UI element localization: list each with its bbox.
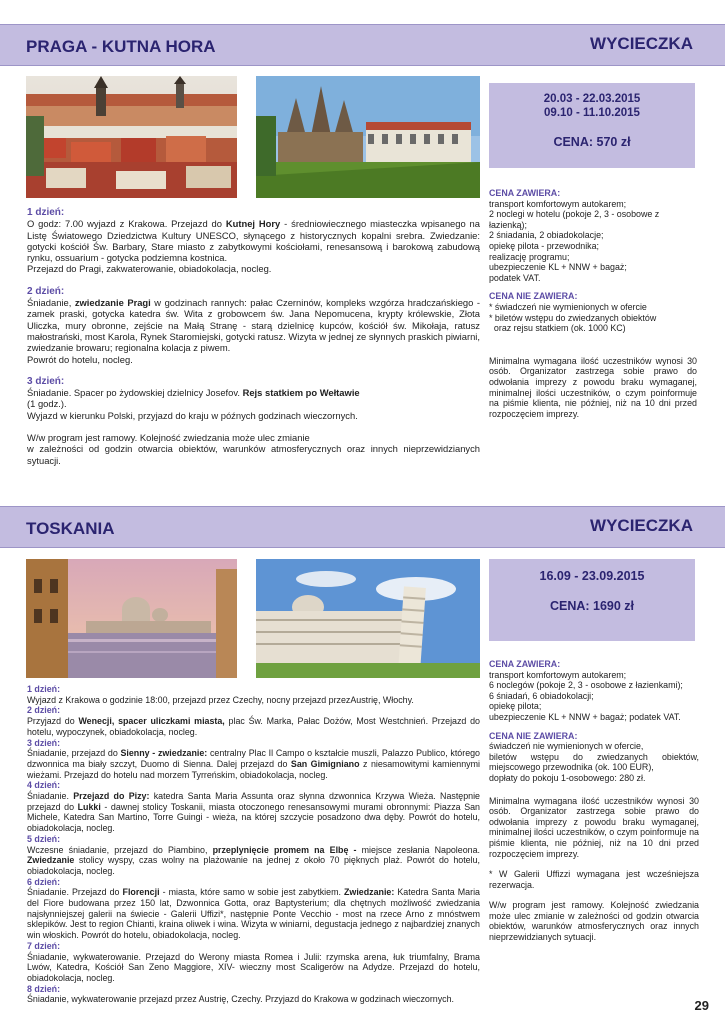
tour2-day4-text: Śniadanie. Przejazd do Pizy: katedra Santa Maria Assunta oraz słynna dzwonnica Krzywa Wieża. Następnie przejazd do Lukki - dawnej stolicy Toskanii, miasta otoczonego renesansowymi murami obronnymi: Piazza San Michele, Katedra San Martino, Torre Guingi - wieża, na której szczycie posadzono dwa dęby. Powrót do hotelu, obiadokolacja, nocleg. bbox=[27, 791, 480, 834]
tour1-includes-item: realizację programu; bbox=[489, 251, 570, 262]
tour1-includes-item: ubezpieczenie KL + NNW + bagaż; bbox=[489, 262, 627, 273]
tour2-header-band bbox=[0, 506, 725, 548]
tour2-excludes-item: dopłaty do pokoju 1-osobowego: 280 zł. bbox=[489, 772, 646, 783]
tour1-day3-text: Śniadanie. Spacer po żydowskiej dzielnicy Josefov. Rejs statkiem po Wełtawie bbox=[27, 387, 360, 399]
tour2-title: TOSKANIA bbox=[26, 519, 115, 538]
tour1-day1-extra: Przejazd do Pragi, zakwaterowanie, obiadokolacja, nocleg. bbox=[27, 263, 272, 275]
prague-photo bbox=[26, 76, 237, 198]
tour1-includes-title: CENA ZAWIERA: bbox=[489, 188, 561, 198]
tour2-includes-item: opiekę pilota; bbox=[489, 701, 542, 712]
tour1-excludes-item: oraz rejsu statkiem (ok. 1000 KC) bbox=[489, 323, 626, 334]
tour1-excludes-title: CENA NIE ZAWIERA: bbox=[489, 291, 578, 302]
tour1-title: PRAGA - KUTNA HORA bbox=[26, 37, 216, 56]
tour1-date-1: 20.03 - 22.03.2015 bbox=[543, 93, 641, 105]
tour2-excludes-title: CENA NIE ZAWIERA: bbox=[489, 730, 578, 741]
tour2-day2-title: 2 dzień: bbox=[27, 705, 61, 716]
tour1-day2-text: Śniadanie, zwiedzanie Pragi w godzinach rannych: pałac Czerninów, kompleks wzgórza hradczańskiego - zamek praski, gotycka katedra św. Wita z grobowcem św. Jana Nepomucena, krypty królewskie, Złota Uliczka, mury obronne, zejście na Małą Stranę - starą dzielnicę kupców, kościół św. Mikołaja, ratusz małostrański, most Karola, Rynek Staromiejski, gotycki ratusz. Wizyta w jednej ze słynnych praskich piwiarni, zwiedzanie browaru; regionalna kolacja z piwem. bbox=[27, 297, 480, 354]
tour2-minimum: Minimalna wymagana ilość uczestników wynosi 30 osób. Organizator zastrzega sobie prawo do odwołania imprezy z powodu braku wymaganej, minimalnej ilości uczestników, o czym poinformuje na piśmie klienta, nie później, niż na 10 dni przed rozpoczęciem imprezy. bbox=[489, 795, 699, 859]
tour1-note-line1: W/w program jest ramowy. Kolejność zwiedzania może ulec zmianie bbox=[27, 432, 310, 444]
tour1-badge: WYCIECZKA bbox=[590, 34, 693, 53]
tour2-badge: WYCIECZKA bbox=[590, 516, 693, 535]
tour2-price-box bbox=[489, 559, 695, 641]
tour1-includes-item: opiekę pilota - przewodnika; bbox=[489, 240, 600, 251]
tour1-day3-extra2: Wyjazd w kierunku Polski, przyjazd do kraju w późnych godzinach wieczornych. bbox=[27, 409, 358, 421]
tour1-conditions bbox=[489, 188, 697, 419]
tour2-day1-text: Wyjazd z Krakowa o godzinie 18:00, przejazd przez Czechy, nocny przejazd przezAustrię, Włochy. bbox=[27, 694, 414, 705]
page-number: 29 bbox=[694, 998, 709, 1013]
tour2-day3-text: Śniadanie, przejazd do Sienny - zwiedzanie: centralny Plac Il Campo o kształcie muszli, Palazzo Publico, którego dzwonnica ma biały szczyt, Duomo di Sienna. Dalej przejazd do San Gimigniano z niesamowitymi kamiennymi wieżami. Przejazd do hotelu nad morzem Tyrreńskim, obiadokolacja, nocleg. bbox=[27, 748, 480, 780]
tour1-excludes-item: * świadczeń nie wymienionych w ofercie bbox=[489, 301, 647, 312]
tour2-date-1: 16.09 - 23.09.2015 bbox=[539, 569, 645, 583]
tour1-includes-item: podatek VAT. bbox=[489, 272, 541, 283]
tour2-excludes-item: świadczeń nie wymienionych w ofercie, bbox=[489, 741, 644, 752]
tour1-includes-item: transport komfortowym autokarem; bbox=[489, 198, 627, 209]
tour2-day5-text: Wczesne śniadanie, przejazd do Piambino, przeplynięcie promem na Elbę - miejsce zesłania Napoleona. Zwiedzanie stolicy wyspy, czas wolny na plażowanie na jednej z około 70 pięknych plaż. Powrót do hotelu, obiadokolacja, nocleg. bbox=[27, 844, 480, 876]
tour1-includes-item: 2 śniadania, 2 obiadokolacje; bbox=[489, 230, 604, 241]
venice-photo bbox=[26, 559, 237, 678]
tour1-price: CENA: 570 zł bbox=[553, 135, 631, 149]
tour1-date-2: 09.10 - 11.10.2015 bbox=[544, 107, 640, 119]
tour1-price-box bbox=[489, 83, 695, 168]
tour1-program bbox=[27, 207, 480, 466]
tour2-day6-text: Śniadanie. Przejazd do Florencji - miasta, które samo w sobie jest zabytkiem. Zwiedzanie: Katedra Santa Maria del Fiore budowana przez 150 lat, Dzwonnica Gotta, oraz Baptysterium; dla chętnych możliwość zwiedzania najsłynniejszej galerii na świecie - Galerii Uffizi*, następnie Ponte Vecchio - most na rzece Arno z mnóstwem sklepików. Jest to region Chianti, kraina oliwek i wina. Wizyta w winiarni, degustacja jednego z najbardziej znanych win włoskich. Powrót do hotelu, obiadokolacja, nocleg. bbox=[27, 887, 480, 941]
tour2-day7-text: Śniadanie, wykwaterowanie. Przejazd do Werony miasta Romea i Julii: rzymska arena, łuk triumfalny, Brama Lwów, Katedra, Kościół San Zeno Maggiore, XIV- wieczny most Scaligerów na Adydze. Przejazd do hotelu, obiadokolacja, nocleg. bbox=[27, 951, 480, 983]
tour2-uffizi-note: * W Galerii Uffizzi wymagana jest wcześniejsza rezerwacja. bbox=[489, 869, 699, 890]
tour1-day2-title: 2 dzień: bbox=[27, 285, 65, 297]
tour2-includes-title: CENA ZAWIERA: bbox=[489, 659, 561, 669]
tour2-day8-title: 8 dzień: bbox=[27, 983, 61, 994]
tour2-program-note: W/w program jest ramowy. Kolejność zwiedzania może ulec zmianie w zależności od godzin otwarcia obiektów, warunków atmosferycznych oraz innych nieprzewidzianych sytuacji. bbox=[489, 900, 699, 943]
tour2-excludes-item: biletów wstępu do zwiedzanych obiektów, miejscowego przewodnika (ok. 100 EUR), bbox=[489, 751, 699, 773]
tour2-includes-item: 6 noclegów (pokoje 2, 3 - osobowe z łazienkami); bbox=[489, 680, 683, 691]
tour2-day4-title: 4 dzień: bbox=[27, 780, 61, 791]
tour1-day1-title: 1 dzień: bbox=[27, 207, 65, 218]
tour2-day2-text: Przyjazd do Wenecji, spacer uliczkami miasta, plac Św. Marka, Pałac Dożów, Most Westchnień. Przejazd do hotelu, wypoczynek, obiadokolacja, nocleg. bbox=[27, 716, 480, 737]
tour2-includes-item: 6 śniadań, 6 obiadokolacji; bbox=[489, 690, 594, 701]
tour2-price: CENA: 1690 zł bbox=[549, 599, 635, 613]
tour2-includes-item: transport komfortowym autokarem; bbox=[489, 669, 627, 680]
tour2-day5-title: 5 dzień: bbox=[27, 833, 61, 844]
tour1-header-band bbox=[0, 24, 725, 66]
tour2-program bbox=[27, 684, 480, 1005]
tour2-day7-title: 7 dzień: bbox=[27, 940, 61, 951]
tour1-minimum: Minimalna wymagana ilość uczestników wynosi 30 osób. Organizator zastrzega sobie prawo do odwołania imprezy z powodu braku wymaganej, minimalnej ilości uczestników, o czym poinformuje na piśmie klienta, nie później, niż na 10 dni przed rozpoczęciem imprezy. bbox=[489, 355, 697, 419]
tour2-day3-title: 3 dzień: bbox=[27, 737, 61, 748]
tour1-note-line2: w zależności od godzin otwarcia obiektów, warunków atmosferycznych oraz innych nieprzewidzianych sytuacji. bbox=[27, 443, 480, 466]
tour2-conditions bbox=[489, 659, 699, 943]
tour1-day3-title: 3 dzień: bbox=[27, 375, 65, 387]
tour2-day1-title: 1 dzień: bbox=[27, 684, 61, 694]
pisa-photo bbox=[256, 559, 480, 678]
tour2-includes-item: ubezpieczenie KL + NNW + bagaż; podatek VAT. bbox=[489, 711, 681, 722]
tour2-day8-text: Śniadanie, wykwaterowanie przejazd przez Austrię, Czechy. Przyjazd do Krakowa w godzinach wieczornych. bbox=[27, 994, 455, 1005]
tour2-day6-title: 6 dzień: bbox=[27, 876, 61, 887]
tour1-day2-extra: Powrót do hotelu, nocleg. bbox=[27, 353, 133, 365]
tour1-includes-item: 2 noclegi w hotelu (pokoje 2, 3 - osobowe z łazienką); bbox=[489, 209, 660, 230]
kutna-hora-photo bbox=[256, 76, 480, 198]
tour1-day1-text: O godz: 7.00 wyjazd z Krakowa. Przejazd do Kutnej Hory - średniowiecznego miasteczka wpisanego na Listę Światowego Dziedzictwa Kultury UNESCO, słynącego z historycznych kopalni srebra. Zwiedzanie: gotycki kościół Św. Barbary, Stare miasto z zabytkowymi kościołami, renesansową i barokową zabudową rynku, ossuarium - gotycka podziemna kostnica. bbox=[27, 218, 480, 264]
tour1-day3-extra: (1 godz.). bbox=[27, 398, 67, 410]
tour1-excludes-item: * biletów wstępu do zwiedzanych obiektów bbox=[489, 312, 657, 323]
